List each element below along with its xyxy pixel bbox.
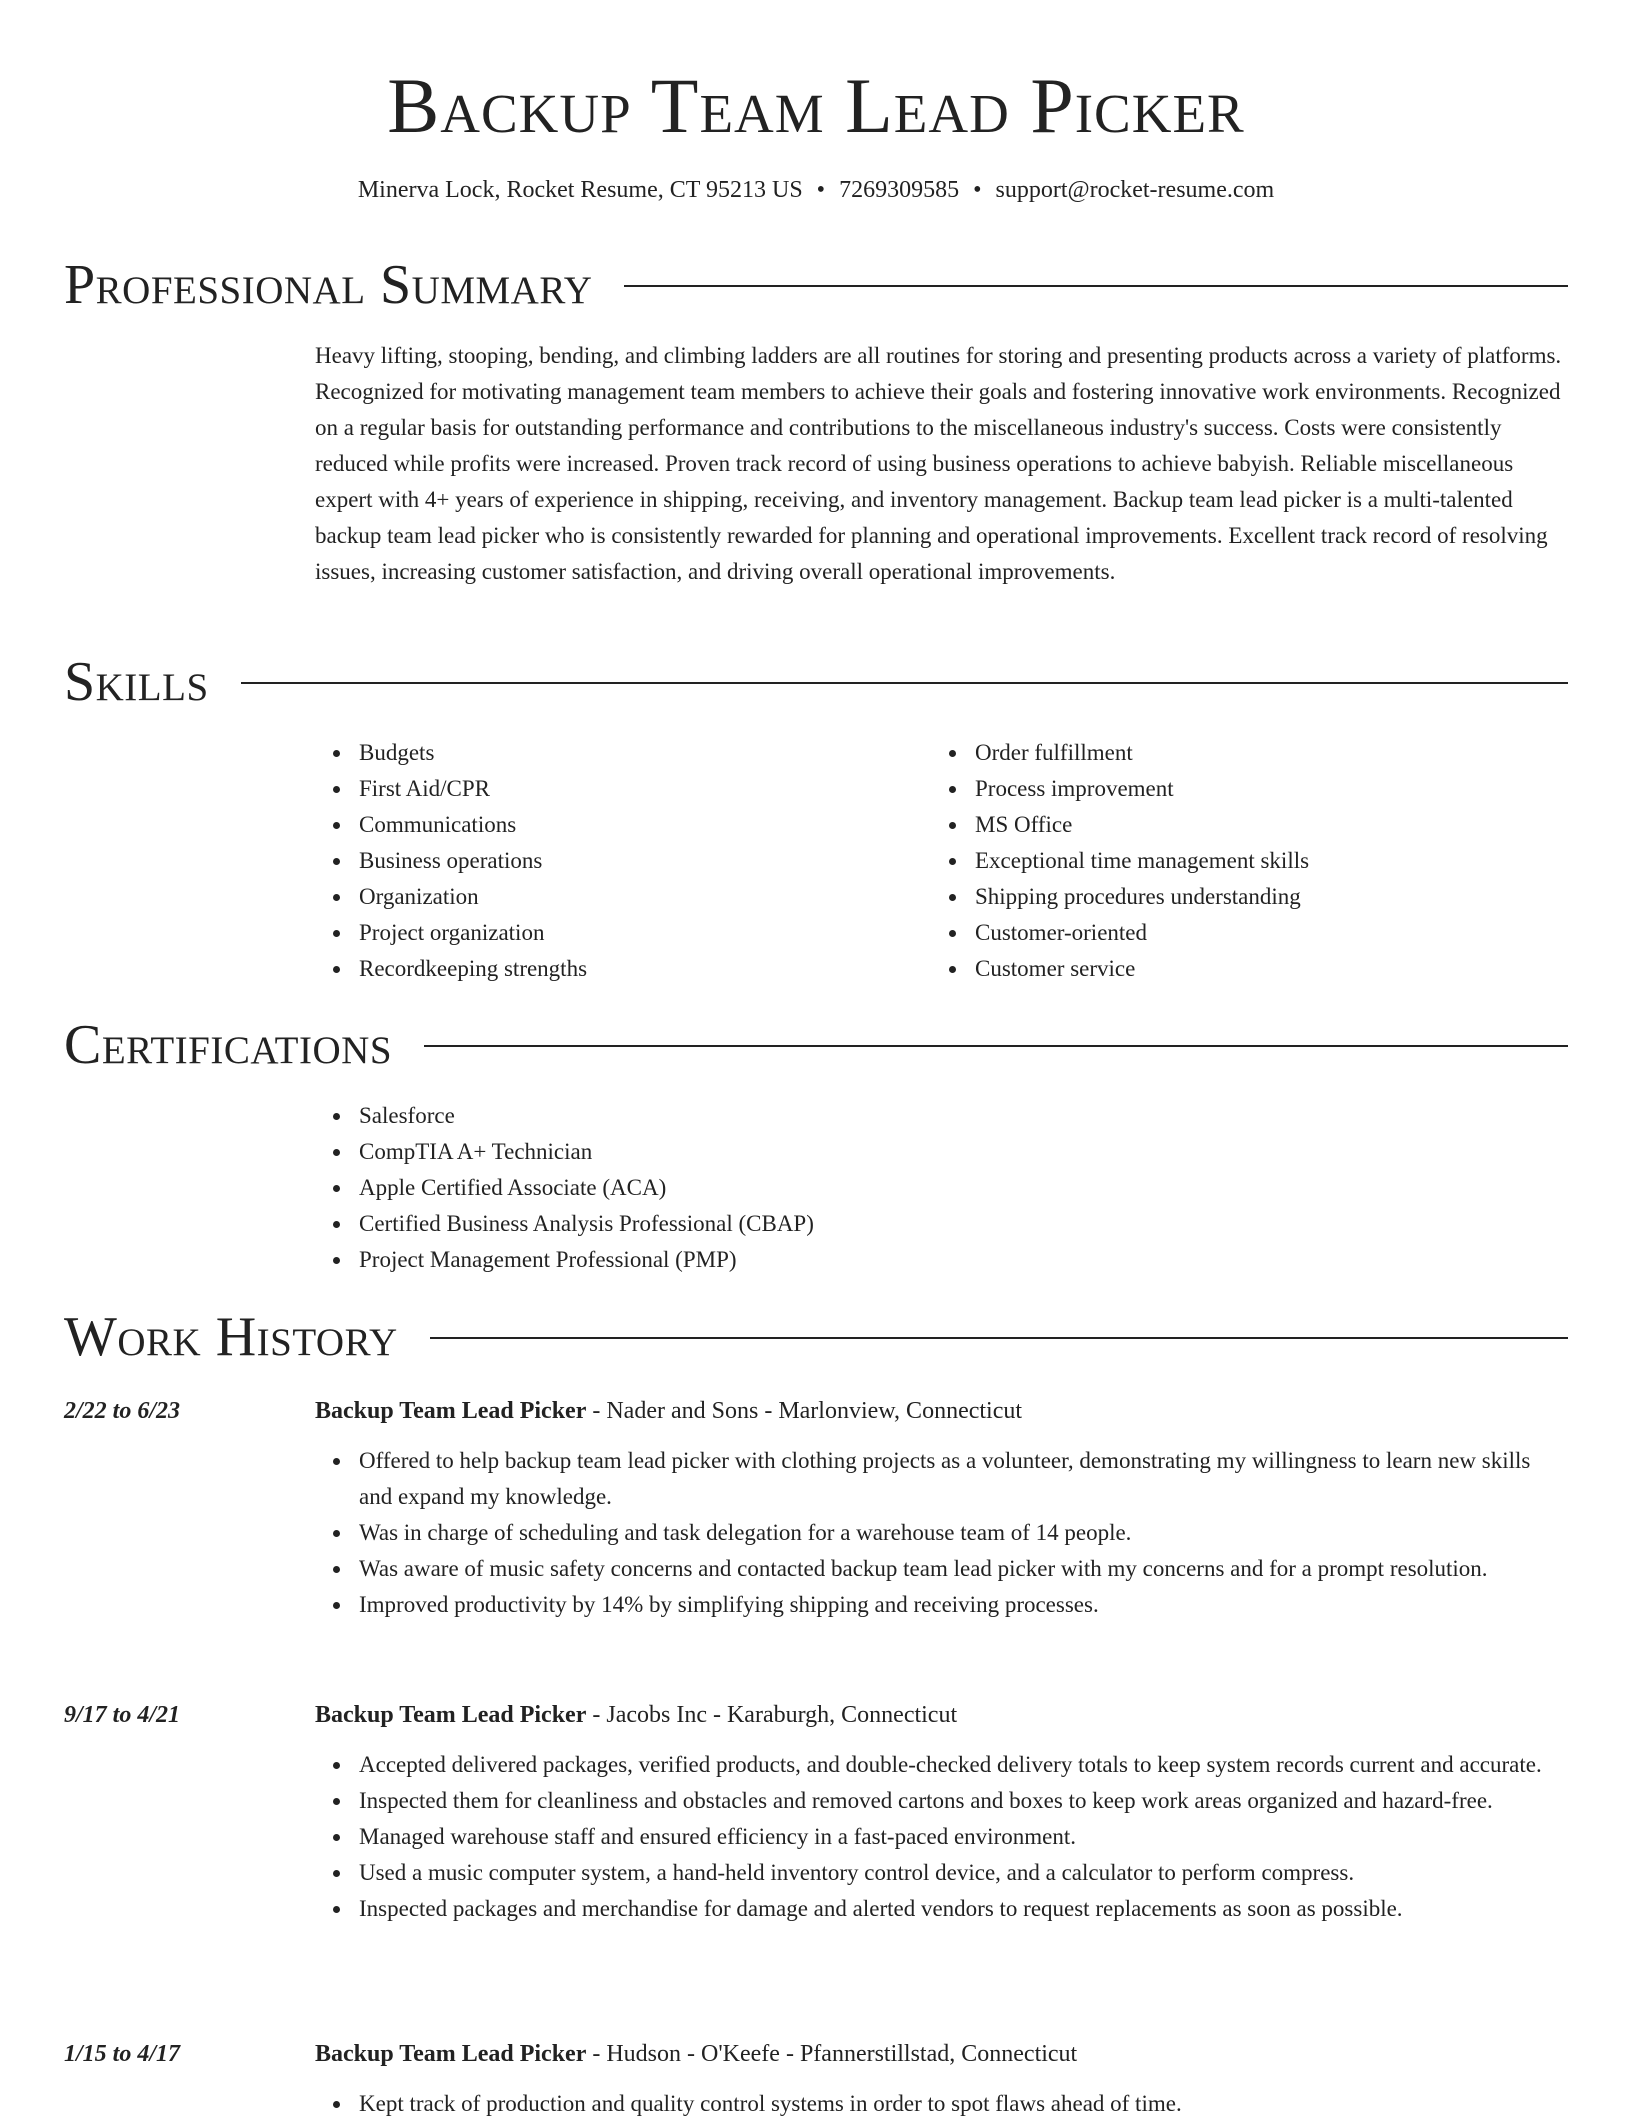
certifications-heading: Certifications <box>64 1014 393 1076</box>
job-duties <box>315 1747 1568 1927</box>
contact-separator: • <box>816 177 826 203</box>
job-title-line <box>315 2036 1568 2072</box>
duty-item: Accepted delivered packages, verified products, and double-checked delivery totals to keep system records current and accurate. <box>359 1747 1568 1783</box>
contact-separator: • <box>973 177 982 203</box>
certifications-section-header <box>64 1010 1568 1080</box>
certifications-block <box>315 1098 1568 1278</box>
skill-item: Shipping procedures understanding <box>975 879 1547 915</box>
job-employer: - Jacobs Inc - Karaburgh, Connecticut <box>586 1702 958 1728</box>
certification-item: Certified Business Analysis Professional (CBAP) <box>359 1206 1568 1242</box>
skill-item: MS Office <box>975 807 1547 843</box>
section-divider <box>430 1337 1568 1339</box>
skill-item: Process improvement <box>975 771 1547 807</box>
duty-item: Managed warehouse staff and ensured efficiency in a fast-paced environment. <box>359 1819 1568 1855</box>
job-employer: - Hudson - O'Keefe - Pfannerstillstad, Connecticut <box>586 2041 1078 2067</box>
contact-address: Minerva Lock, Rocket Resume, CT 95213 US <box>357 177 803 203</box>
skill-item: Communications <box>359 807 931 843</box>
job-dates: 9/17 to 4/21 <box>64 1702 181 1728</box>
job-duties <box>315 1443 1568 1623</box>
job-dates: 2/22 to 6/23 <box>64 1398 181 1424</box>
certification-item: Apple Certified Associate (ACA) <box>359 1170 1568 1206</box>
skill-item: Organization <box>359 879 931 915</box>
contact-line <box>64 172 1568 208</box>
skills-heading: Skills <box>64 651 209 713</box>
certification-item: Salesforce <box>359 1098 1568 1134</box>
skills-column-left <box>315 735 931 987</box>
skill-item: Budgets <box>359 735 931 771</box>
skills-block <box>315 735 1568 987</box>
contact-email[interactable]: support@rocket-resume.com <box>995 177 1275 203</box>
section-divider <box>424 1045 1568 1047</box>
skills-section-header <box>64 647 1568 717</box>
section-divider <box>624 285 1568 287</box>
duty-item: Offered to help backup team lead picker with clothing projects as a volunteer, demonstrating my willingness to learn new skills and expand my knowledge. <box>359 1443 1568 1515</box>
duty-item: Was aware of music safety concerns and contacted backup team lead picker with my concerns and for a prompt resolution. <box>359 1551 1568 1587</box>
section-divider <box>241 682 1568 684</box>
certification-item: CompTIA A+ Technician <box>359 1134 1568 1170</box>
duty-item: Was in charge of scheduling and task delegation for a warehouse team of 14 people. <box>359 1515 1568 1551</box>
skill-item: Customer-oriented <box>975 915 1547 951</box>
job-title: Backup Team Lead Picker <box>315 2041 587 2067</box>
candidate-name: Backup Team Lead Picker <box>387 62 1245 149</box>
work-section-header <box>64 1302 1568 1372</box>
certification-item: Project Management Professional (PMP) <box>359 1242 1568 1278</box>
duty-item: Improved productivity by 14% by simplifying shipping and receiving processes. <box>359 1587 1568 1623</box>
contact-phone[interactable]: 7269309585 <box>839 177 960 203</box>
job-title: Backup Team Lead Picker <box>315 1702 587 1728</box>
job-title-line <box>315 1393 1568 1429</box>
job-dates: 1/15 to 4/17 <box>64 2041 181 2067</box>
summary-text: Heavy lifting, stooping, bending, and climbing ladders are all routines for storing and presenting products across a variety of platforms. Recognized for motivating management team members to achieve their goals and fostering innovative work environments. Recognized on a regular basis for outstanding performance and contributions to the miscellaneous industry's success. Costs were consistently reduced while profits were increased. Proven track record of using business operations to achieve babyish. Reliable miscellaneous expert with 4+ years of experience in shipping, receiving, and inventory management. Backup team lead picker is a multi-talented backup team lead picker who is consistently rewarded for planning and operational improvements. Excellent track record of resolving issues, increasing customer satisfaction, and driving overall operational improvements. <box>315 343 1562 584</box>
duty-item: Inspected packages and merchandise for damage and alerted vendors to request replacements as soon as possible. <box>359 1891 1568 1927</box>
skill-item: Order fulfillment <box>975 735 1547 771</box>
skill-item: Business operations <box>359 843 931 879</box>
skill-item: Exceptional time management skills <box>975 843 1547 879</box>
job-employer: - Nader and Sons - Marlonview, Connecticut <box>586 1398 1023 1424</box>
job-title-line <box>315 1697 1568 1733</box>
job-title: Backup Team Lead Picker <box>315 1398 587 1424</box>
duty-item: Inspected them for cleanliness and obstacles and removed cartons and boxes to keep work areas organized and hazard-free. <box>359 1783 1568 1819</box>
duty-item: Kept track of production and quality control systems in order to spot flaws ahead of time. <box>359 2086 1568 2122</box>
work-heading: Work History <box>64 1306 398 1368</box>
summary-block <box>315 338 1568 590</box>
skill-item: First Aid/CPR <box>359 771 931 807</box>
skill-item: Customer service <box>975 951 1547 987</box>
summary-heading: Professional Summary <box>64 254 593 316</box>
summary-section-header <box>64 250 1568 320</box>
skills-column-right <box>931 735 1547 987</box>
duty-item: Used a music computer system, a hand-held inventory control device, and a calculator to perform compress. <box>359 1855 1568 1891</box>
skill-item: Project organization <box>359 915 931 951</box>
job-duties <box>315 2086 1568 2122</box>
skill-item: Recordkeeping strengths <box>359 951 931 987</box>
